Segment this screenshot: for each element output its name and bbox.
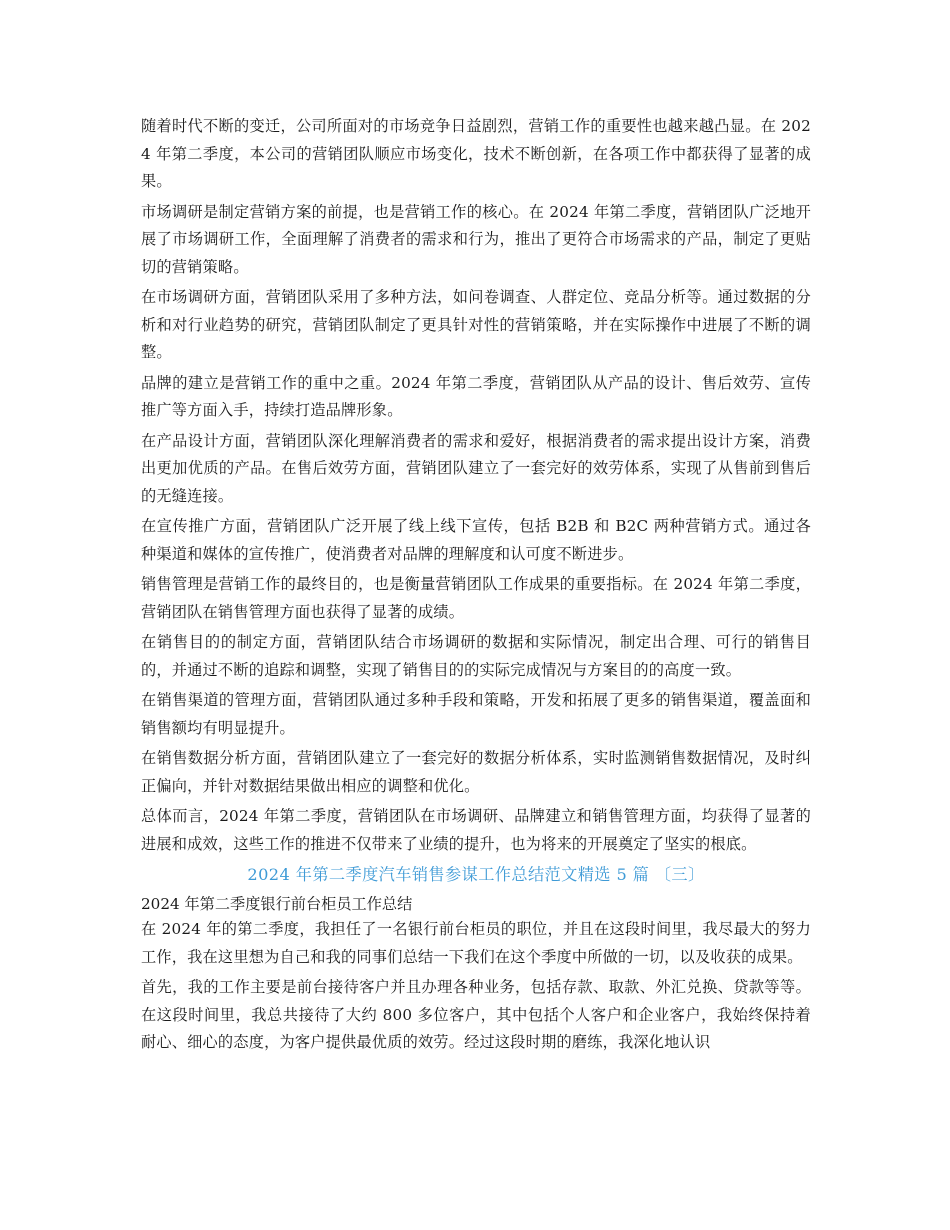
paragraph-sales-management: 销售管理是营销工作的最终目的，也是衡量营销团队工作成果的重要指标。在 2024 年第二季度，营销团队在销售管理方面也获得了显著的成绩。 — [141, 575, 811, 621]
paragraph-intro: 随着时代不断的变迁，公司所面对的市场竞争日益剧烈，营销工作的重要性也越来越凸显。在 2024 年第二季度，本公司的营销团队顺应市场变化，技术不断创新，在各项工作中都获得了显著的成果。 — [141, 117, 811, 190]
document-page — [141, 113, 811, 1060]
paragraph-product-design: 在产品设计方面，营销团队深化理解消费者的需求和爱好，根据消费者的需求提出设计方案，消费出更加优质的产品。在售后效劳方面，营销团队建立了一套完好的效劳体系，实现了从售前到售后的无缝连接。 — [141, 431, 811, 505]
paragraph-sales-channels: 在销售渠道的管理方面，营销团队通过多种手段和策略，开发和拓展了更多的销售渠道，覆盖面和销售额均有明显提升。 — [141, 691, 811, 737]
paragraph-promotion: 在宣传推广方面，营销团队广泛开展了线上线下宣传，包括 B2B 和 B2C 两种营销方式。通过各种渠道和媒体的宣传推广，使消费者对品牌的理解度和认可度不断进步。 — [141, 517, 811, 563]
paragraph-market-research: 市场调研是制定营销方案的前提，也是营销工作的核心。在 2024 年第二季度，营销团队广泛地开展了市场调研工作，全面理解了消费者的需求和行为，推出了更符合市场需求的产品，制定了更贴切的营销策略。 — [141, 202, 811, 276]
paragraph-sales-data: 在销售数据分析方面，营销团队建立了一套完好的数据分析体系，实时监测销售数据情况，及时纠正偏向，并针对数据结果做出相应的调整和优化。 — [141, 749, 811, 795]
paragraph-bank-intro: 在 2024 年的第二季度，我担任了一名银行前台柜员的职位，并且在这段时间里，我尽最大的努力工作，我在这里想为自己和我的同事们总结一下我们在这个季度中所做的一切，以及收获的成果。 — [141, 920, 811, 966]
paragraph-research-methods: 在市场调研方面，营销团队采用了多种方法，如问卷调查、人群定位、竞品分析等。通过数据的分析和对行业趋势的研究，营销团队制定了更具针对性的营销策略，并在实际操作中进展了不断的调整。 — [141, 288, 811, 361]
paragraph-brand-building: 品牌的建立是营销工作的重中之重。2024 年第二季度，营销团队从产品的设计、售后效劳、宣传推广等方面入手，持续打造品牌形象。 — [141, 373, 811, 419]
paragraph-bank-duties: 首先，我的工作主要是前台接待客户并且办理各种业务，包括存款、取款、外汇兑换、贷款等等。在这段时间里，我总共接待了大约 800 多位客户，其中包括个人客户和企业客户，我始终保持着耐心、细心的态度，为客户提供最优质的效劳。经过这段时期的磨练，我深化地认识 — [141, 978, 811, 1051]
section-subtitle: 2024 年第二季度银行前台柜员工作总结 — [141, 895, 413, 913]
section-heading: 2024 年第二季度汽车销售参谋工作总结范文精选 5 篇 〔三〕 — [247, 865, 705, 884]
paragraph-conclusion: 总体而言，2024 年第二季度，营销团队在市场调研、品牌建立和销售管理方面，均获得了显著的进展和成效，这些工作的推进不仅带来了业绩的提升，也为将来的开展奠定了坚实的根底。 — [141, 807, 811, 853]
paragraph-sales-targets: 在销售目的的制定方面，营销团队结合市场调研的数据和实际情况，制定出合理、可行的销售目的，并通过不断的追踪和调整，实现了销售目的的实际完成情况与方案目的的高度一致。 — [141, 633, 811, 679]
